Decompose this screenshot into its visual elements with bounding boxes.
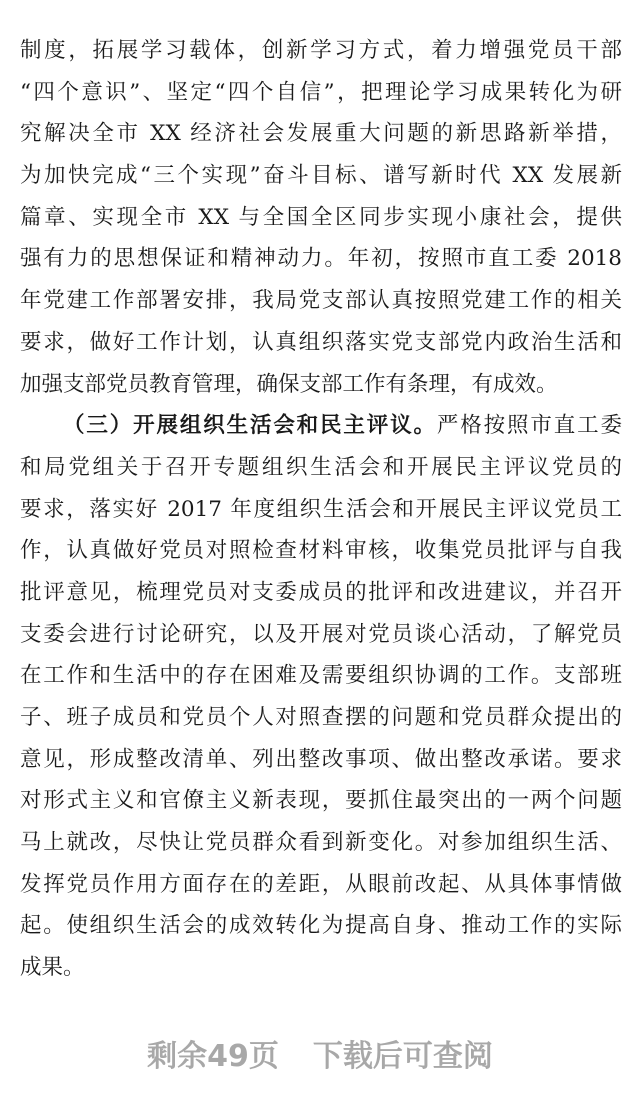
text-line: 子、班子成员和党员个人对照查摆的问题和党员群众提出的 [20,705,622,730]
download-prompt-banner[interactable] [0,1032,640,1082]
paragraph-first-line [20,405,622,447]
text-line: 篇章、实现全市 XX 与全国全区同步实现小康社会，提供 [20,204,622,230]
text-line: 在工作和生活中的存在困难及需要组织协调的工作。支部班 [20,663,622,689]
text-line: “四个意识”、坚定“四个自信”，把理论学习成果转化为研 [20,79,622,105]
text-line: 支委会进行讨论研究，以及开展对党员谈心活动，了解党员 [20,621,622,647]
text-line: 成果。 [20,955,85,981]
text-line: 对形式主义和官僚主义新表现，要抓住最突出的一两个问题 [20,788,622,814]
text-line: 年党建工作部署安排，我局党支部认真按照党建工作的相关 [20,288,622,314]
text-line: 制度，拓展学习载体，创新学习方式，着力增强党员干部 [20,38,622,63]
text-line: 为加快完成“三个实现”奋斗目标、谱写新时代 XX 发展新 [20,163,622,189]
paragraph-2 [20,405,622,989]
paragraph-1 [20,30,622,405]
document-page [20,30,622,989]
text-line: 要求，做好工作计划，认真组织落实党支部党内政治生活和 [20,329,622,355]
text-line: 要求，落实好 2017 年度组织生活会和开展民主评议党员工 [20,496,622,522]
remaining-pages-label: 剩余49页 [147,1039,279,1074]
text-line: 发挥党员作用方面存在的差距，从眼前改起、从具体事情做 [20,871,622,897]
text-line: 强有力的思想保证和精神动力。年初，按照市直工委 2018 [20,246,622,272]
text-line: 和局党组关于召开专题组织生活会和开展民主评议党员的 [20,454,622,480]
text-line: 意见，形成整改清单、列出整改事项、做出整改承诺。要求 [20,746,622,772]
text-line: 马上就改，尽快让党员群众看到新变化。对参加组织生活、 [20,830,622,856]
text-line: 作，认真做好党员对照检查材料审核，收集党员批评与自我 [20,538,622,564]
text-line: 起。使组织生活会的成效转化为提高自身、推动工作的实际 [20,913,622,939]
text-line: 究解决全市 XX 经济社会发展重大问题的新思路新举措， [20,121,622,147]
text-line: 加强支部党员教育管理，确保支部工作有条理，有成效。 [20,371,558,397]
download-to-view-link[interactable]: 下载后可查阅 [312,1039,493,1074]
text-line: 批评意见，梳理党员对支委成员的批评和改进建议，并召开 [20,579,622,605]
text-span: 严格按照市直工委 [436,413,622,439]
section-heading: （三）开展组织生活会和民主评议。 [63,413,437,439]
